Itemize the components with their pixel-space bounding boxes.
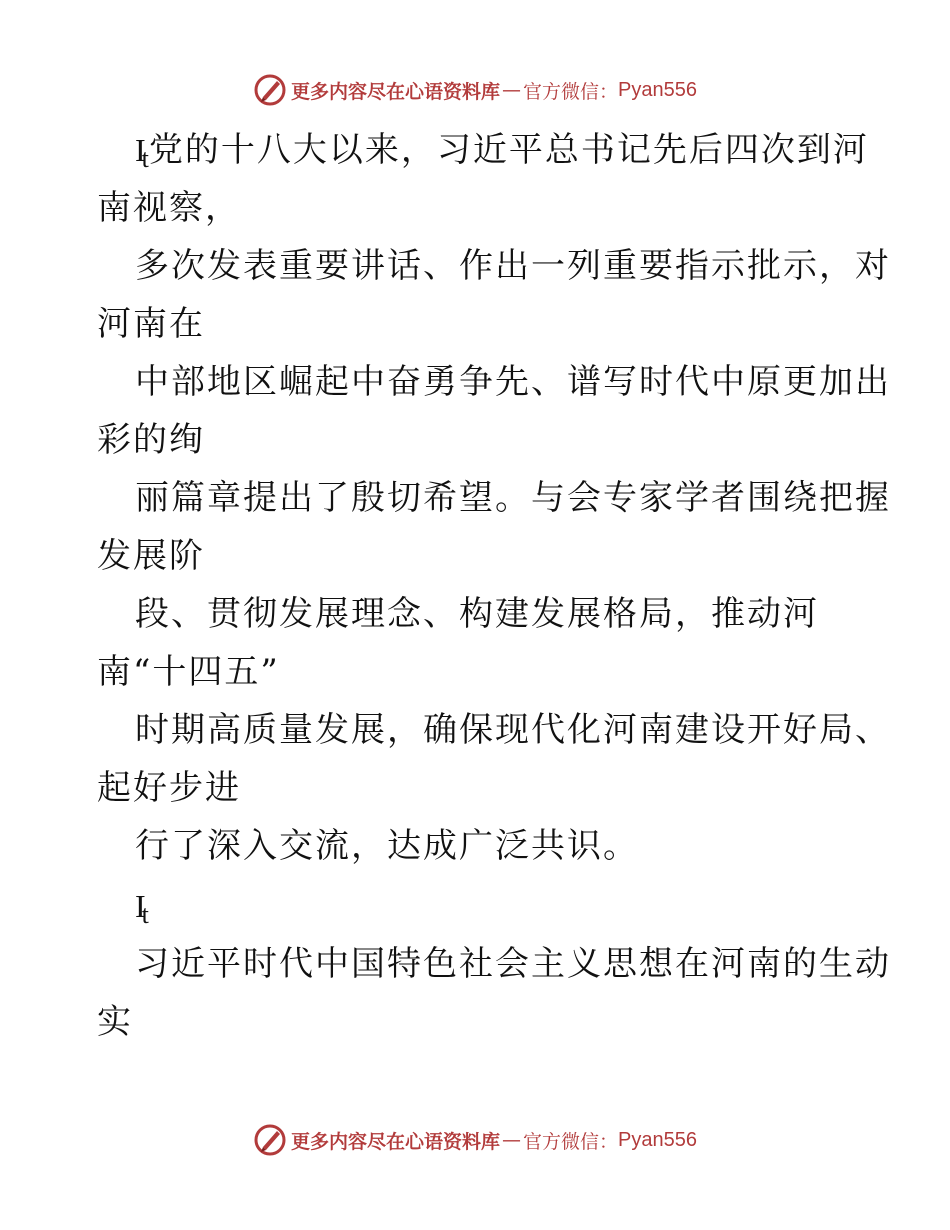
- pen-logo-icon: [253, 1123, 287, 1157]
- footer-promo-text: 更多内容尽在心语资料库: [291, 1130, 501, 1153]
- body-line-10: 南“十四五”: [97, 652, 280, 692]
- header-dash: —: [502, 79, 522, 101]
- header-banner: [0, 70, 950, 110]
- body-line-7: 丽篇章提出了殷切希望。与会专家学者围绕把握: [135, 478, 891, 518]
- body-line-15: 习近平时代中国特色社会主义思想在河南的生动: [135, 944, 891, 984]
- body-line-5: 中部地区崛起中奋勇争先、谱写时代中原更加出: [135, 362, 891, 402]
- body-line-13: 行了深入交流，达成广泛共识。: [135, 826, 639, 866]
- body-line-14: [135, 886, 149, 929]
- body-line-16: 实: [97, 1002, 133, 1042]
- footer-banner: [0, 1120, 950, 1160]
- paragraph-marker: It: [135, 888, 145, 929]
- footer-dash: —: [502, 1129, 522, 1151]
- footer-wechat-id: Pyan556: [618, 1128, 697, 1151]
- header-promo-text: 更多内容尽在心语资料库: [291, 80, 501, 103]
- body-line-4: 河南在: [97, 304, 205, 344]
- header-wechat-label: 官方微信：: [523, 80, 619, 103]
- body-line-12: 起好步进: [97, 768, 241, 808]
- body-line-11: 时期高质量发展，确保现代化河南建设开好局、: [135, 710, 891, 750]
- body-line-8: 发展阶: [97, 536, 205, 576]
- body-line-2: 南视察，: [97, 188, 241, 228]
- header-wechat-id: Pyan556: [618, 78, 697, 101]
- footer-wechat-label: 官方微信：: [523, 1130, 619, 1153]
- body-line-1: It 党的十八大以来，习近平总书记先后四次到河: [135, 130, 869, 173]
- body-line-3: 多次发表重要讲话、作出一列重要指示批示，对: [135, 246, 891, 286]
- paragraph-marker: It: [135, 132, 145, 173]
- pen-logo-icon: [253, 73, 287, 107]
- body-line-6: 彩的绚: [97, 420, 205, 460]
- body-line-9: 段、贯彻发展理念、构建发展格局，推动河: [135, 594, 819, 634]
